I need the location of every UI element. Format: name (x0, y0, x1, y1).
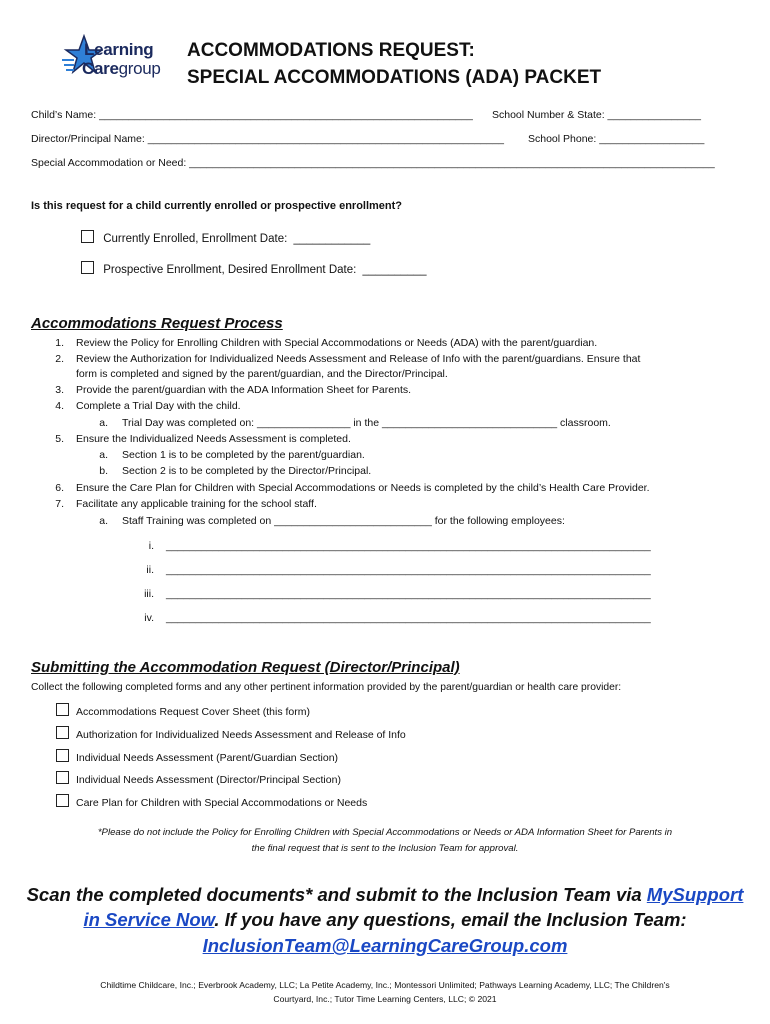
childs-name-field[interactable]: Child’s Name: ________________________________________________________________ (31, 109, 473, 121)
director-name-field[interactable]: Director/Principal Name: _____________________________________________________________ (31, 133, 504, 145)
note-line2: the final request that is sent to the Inclusion Team for approval. (251, 843, 519, 854)
callout-email (0, 935, 770, 957)
list-item-continued: form is completed and signed by the parent/guardian, and the Director/Principal. (76, 368, 448, 380)
checkbox[interactable] (56, 771, 69, 784)
enrollment-question: Is this request for a child currently enrolled or prospective enrollment? (31, 200, 403, 212)
list-item: Complete a Trial Day with the child. (76, 400, 241, 412)
employee-number: i. (148, 540, 154, 552)
callout-line1: Scan the completed documents* and submit to the Inclusion Team via MySupport (26, 884, 744, 905)
footer-line2: Courtyard, Inc.; Tutor Time Learning Centers, LLC; © 2021 (273, 994, 497, 1004)
trial-day-field[interactable]: Trial Day was completed on: ________________ in the ______________________________ classroom. (122, 417, 611, 429)
prospective-enrollment-option[interactable]: Prospective Enrollment, Desired Enrollment Date: __________ (81, 261, 426, 276)
checkbox[interactable] (56, 726, 69, 739)
checkbox[interactable] (56, 703, 69, 716)
list-number: 1. (55, 337, 64, 349)
checklist-item[interactable]: Care Plan for Children with Special Accommodations or Needs (56, 794, 367, 809)
employee-line[interactable]: ___________________________________________________________________________________ (166, 564, 651, 576)
list-item: Provide the parent/guardian with the ADA Information Sheet for Parents. (76, 384, 412, 396)
checkbox[interactable] (56, 749, 69, 762)
employee-number: iii. (144, 588, 154, 600)
sub-letter: a. (99, 417, 108, 429)
logo-learning-text: Learning (84, 40, 154, 59)
staff-training-field[interactable]: Staff Training was completed on ___________________________ for the following employees: (122, 515, 565, 527)
employee-line[interactable]: ___________________________________________________________________________________ (166, 612, 651, 624)
logo-caregroup-text: Caregroup (82, 59, 161, 78)
list-item: Facilitate any applicable training for the school staff. (76, 498, 317, 510)
prospective-enrollment-checkbox[interactable] (81, 261, 94, 274)
desired-enrollment-date-blank[interactable]: __________ (362, 264, 427, 276)
sub-letter: a. (99, 449, 108, 461)
page-title-line1: ACCOMMODATIONS REQUEST: (187, 40, 475, 61)
list-number: 6. (55, 482, 64, 494)
list-item: Ensure the Individualized Needs Assessment is completed. (76, 433, 351, 445)
callout-line2: in Service Now. If you have any questions, email the Inclusion Team: (83, 909, 687, 930)
employee-number: ii. (146, 564, 154, 576)
list-item: Review the Policy for Enrolling Children with Special Accommodations or Needs (ADA) with the parent/guardian. (76, 337, 598, 349)
mysupport-link[interactable]: MySupport (646, 884, 744, 905)
employee-line[interactable]: ___________________________________________________________________________________ (166, 540, 651, 552)
footer-line1: Childtime Childcare, Inc.; Everbrook Academy, LLC; La Petite Academy, Inc.; Montessori Unlimited; Pathways Learning Academy, LLC; The Children's (100, 980, 670, 990)
submit-heading: Submitting the Accommodation Request (Director/Principal) (31, 659, 460, 676)
list-number: 3. (55, 384, 64, 396)
page-title-line2: SPECIAL ACCOMMODATIONS (ADA) PACKET (187, 67, 602, 88)
list-item: Review the Authorization for Individualized Needs Assessment and Release of Info with the parent/guardians. Ensure that (76, 353, 641, 365)
special-need-field[interactable]: Special Accommodation or Need: __________________________________________________________________________________________ (31, 157, 715, 169)
service-now-link[interactable]: in Service Now (83, 909, 215, 930)
checklist-item[interactable]: Accommodations Request Cover Sheet (this form) (56, 703, 310, 718)
learning-care-group-logo (62, 34, 180, 86)
sub-item: Section 2 is to be completed by the Director/Principal. (122, 465, 372, 477)
enrollment-date-blank[interactable]: ____________ (293, 233, 371, 245)
list-item: Ensure the Care Plan for Children with Special Accommodations or Needs is completed by the child’s Health Care Provider. (76, 482, 650, 494)
currently-enrolled-checkbox[interactable] (81, 230, 94, 243)
employee-line[interactable]: ___________________________________________________________________________________ (166, 588, 651, 600)
checklist-item[interactable]: Individual Needs Assessment (Parent/Guardian Section) (56, 749, 338, 764)
list-number: 5. (55, 433, 64, 445)
note-line1: *Please do not include the Policy for Enrolling Children with Special Accommodations or Needs or ADA Information Sheet for Parents in (97, 827, 673, 838)
checklist-item[interactable]: Authorization for Individualized Needs Assessment and Release of Info (56, 726, 406, 741)
sub-letter: a. (99, 515, 108, 527)
school-number-state-field[interactable]: School Number & State: ________________ (492, 109, 701, 121)
process-heading: Accommodations Request Process (31, 315, 283, 332)
sub-item: Section 1 is to be completed by the parent/guardian. (122, 449, 365, 461)
list-number: 7. (55, 498, 64, 510)
checkbox[interactable] (56, 794, 69, 807)
list-number: 4. (55, 400, 64, 412)
sub-letter: b. (99, 465, 108, 477)
employee-number: iv. (144, 612, 154, 624)
inclusion-team-email-link[interactable]: InclusionTeam@LearningCareGroup.com (202, 935, 568, 956)
list-number: 2. (55, 353, 64, 365)
school-phone-field[interactable]: School Phone: __________________ (528, 133, 705, 145)
checklist-item[interactable]: Individual Needs Assessment (Director/Principal Section) (56, 771, 341, 786)
submit-intro: Collect the following completed forms and any other pertinent information provided by the parent/guardian or health care provider: (31, 682, 622, 693)
currently-enrolled-option[interactable]: Currently Enrolled, Enrollment Date: ____________ (81, 230, 370, 245)
